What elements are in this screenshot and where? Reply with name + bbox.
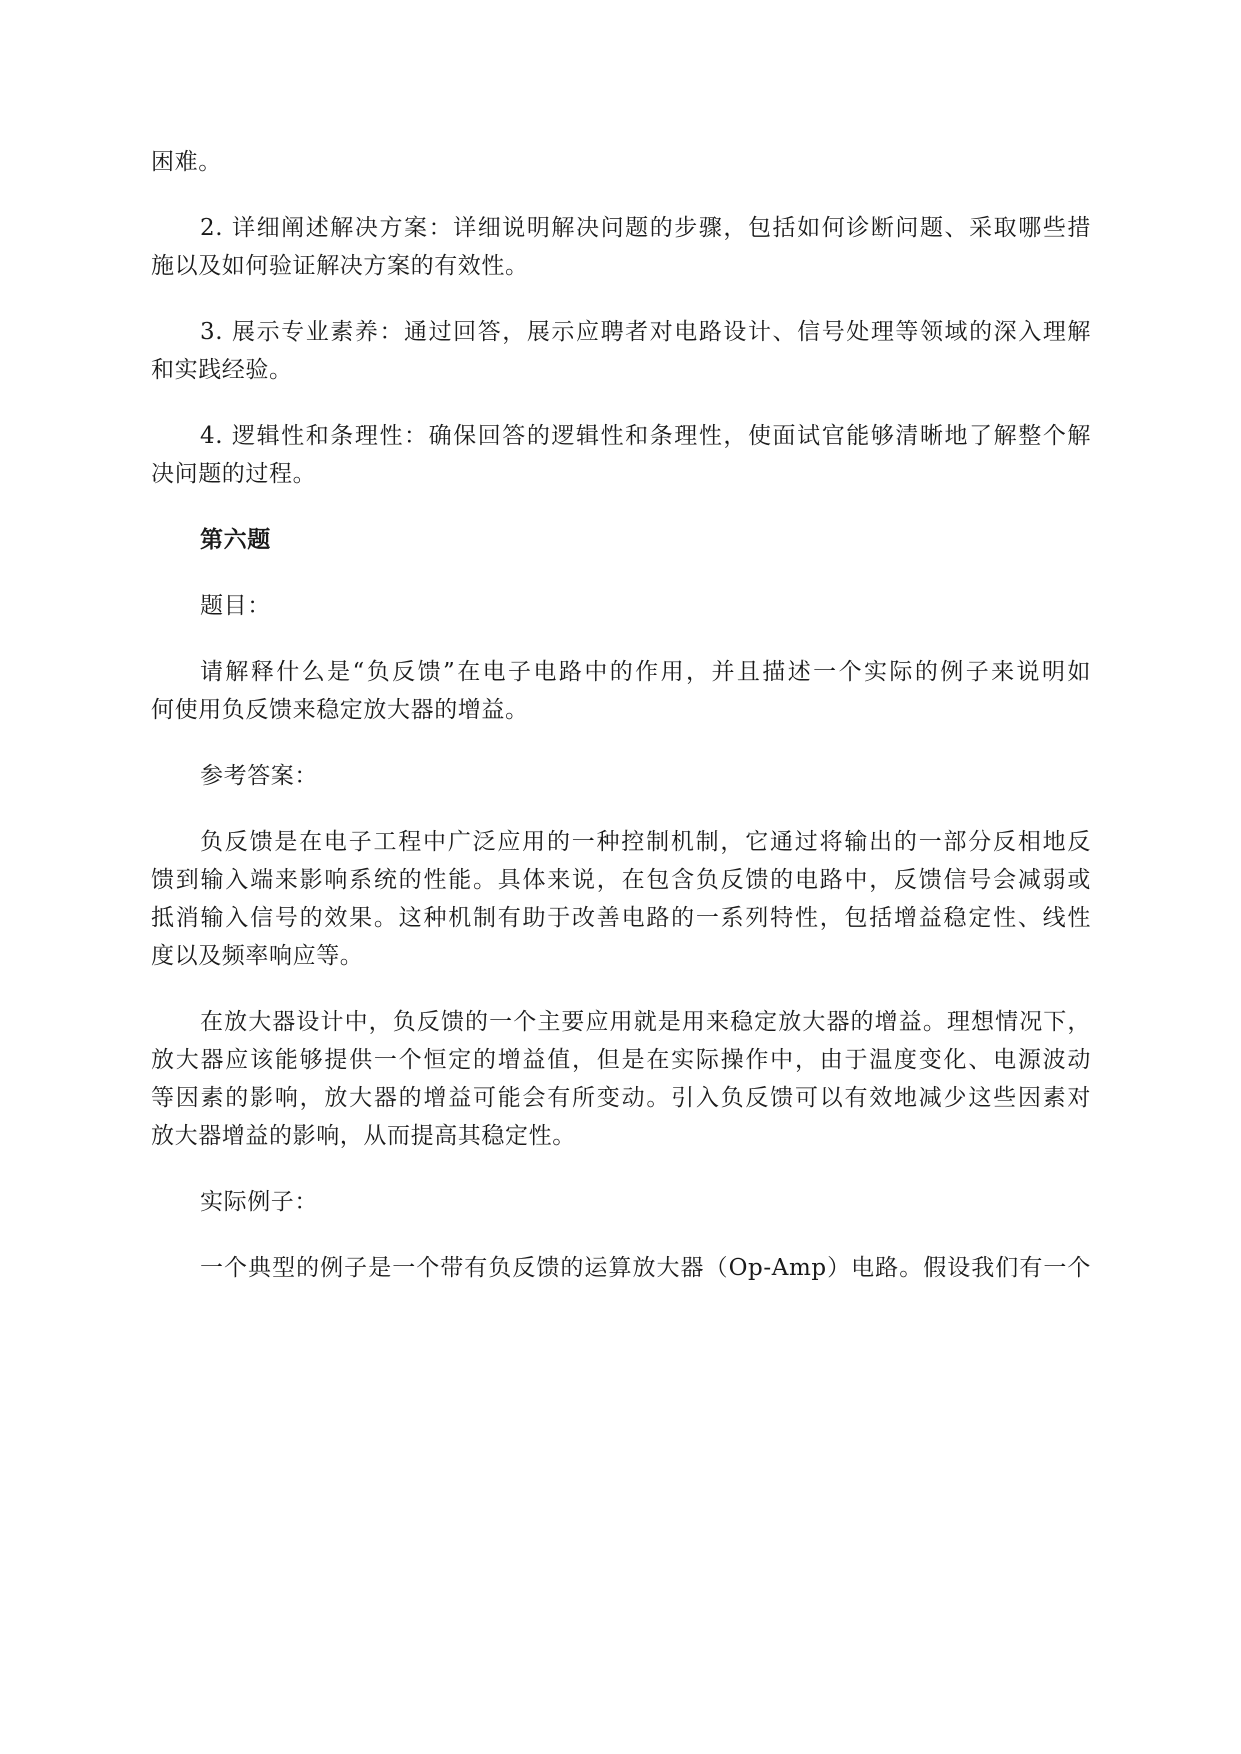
paragraph-line: 3. 展示专业素养：通过回答，展示应聘者对电路设计、信号处理等领域的深入理解	[200, 319, 1091, 345]
answer-line: 放大器应该能够提供一个恒定的增益值，但是在实际操作中，由于温度变化、电源波动	[151, 1047, 1091, 1073]
answer-line: 度以及频率响应等。	[151, 943, 364, 969]
section-heading: 第六题	[200, 527, 271, 553]
answer-label: 参考答案：	[200, 763, 318, 789]
document-body	[151, 143, 1091, 1287]
paragraph-line: 和实践经验。	[151, 357, 293, 383]
answer-line: 馈到输入端来影响系统的性能。具体来说，在包含负反馈的电路中，反馈信号会减弱或	[151, 867, 1091, 893]
paragraph-line: 施以及如何验证解决方案的有效性。	[151, 253, 529, 279]
answer-line: 负反馈是在电子工程中广泛应用的一种控制机制，它通过将输出的一部分反相地反	[200, 829, 1091, 855]
answer-line: 等因素的影响，放大器的增益可能会有所变动。引入负反馈可以有效地减少这些因素对	[151, 1085, 1091, 1111]
question-line: 何使用负反馈来稳定放大器的增益。	[151, 697, 529, 723]
answer-line: 在放大器设计中，负反馈的一个主要应用就是用来稳定放大器的增益。理想情况下，	[200, 1009, 1091, 1035]
answer-line: 放大器增益的影响，从而提高其稳定性。	[151, 1123, 576, 1149]
question-line: 请解释什么是“负反馈”在电子电路中的作用，并且描述一个实际的例子来说明如	[200, 659, 1091, 685]
answer-line: 抵消输入信号的效果。这种机制有助于改善电路的一系列特性，包括增益稳定性、线性	[151, 905, 1091, 931]
paragraph-line: 2. 详细阐述解决方案：详细说明解决问题的步骤，包括如何诊断问题、采取哪些措	[200, 215, 1091, 241]
question-label: 题目：	[200, 593, 271, 619]
example-line: 一个典型的例子是一个带有负反馈的运算放大器（Op-Amp）电路。假设我们有一个	[200, 1255, 1091, 1281]
paragraph-line: 4. 逻辑性和条理性：确保回答的逻辑性和条理性，使面试官能够清晰地了解整个解	[200, 423, 1091, 449]
paragraph-line: 困难。	[151, 149, 222, 175]
paragraph-line: 决问题的过程。	[151, 461, 317, 487]
example-label: 实际例子：	[200, 1189, 318, 1215]
